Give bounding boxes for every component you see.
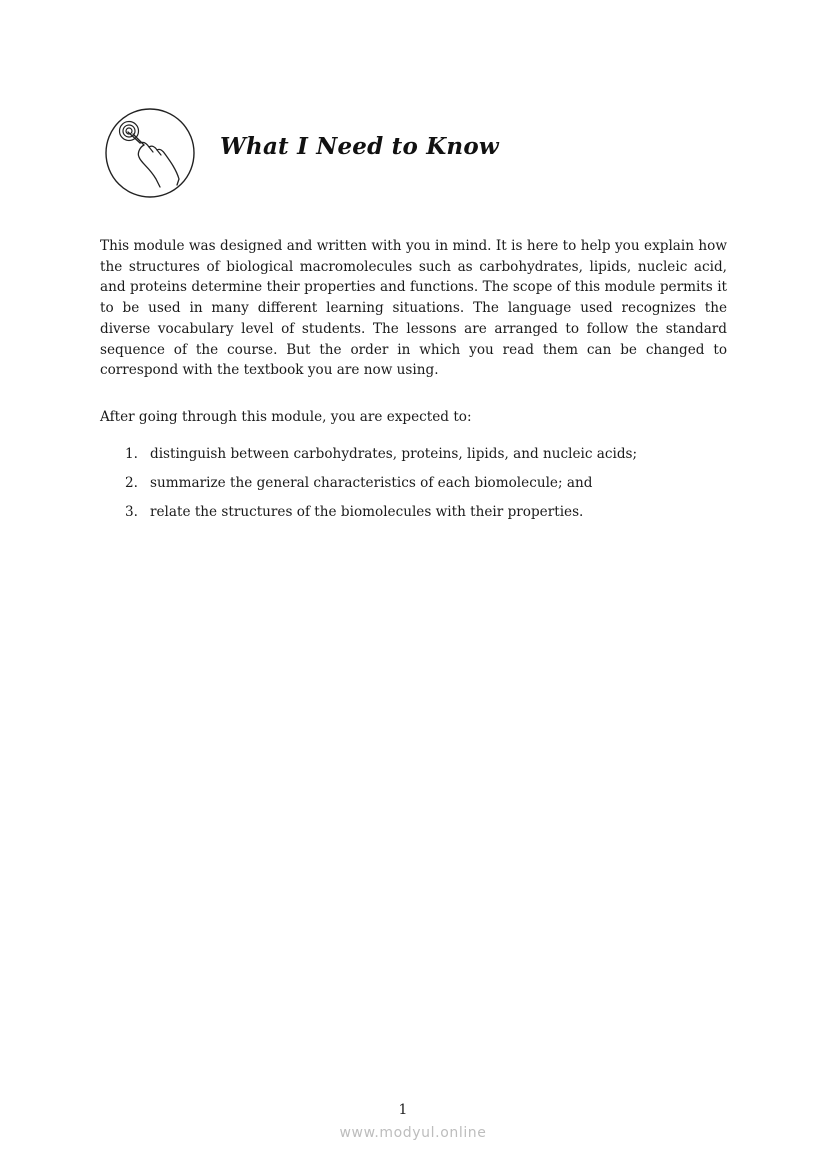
objectives-list [100,443,727,530]
list-item-number: 3. [125,504,138,520]
list-item [100,443,727,472]
list-item-number: 2. [125,475,138,491]
list-item-text: summarize the general characteristics of each biomolecule; and [150,475,593,491]
list-item [100,501,727,530]
objectives-lead: After going through this module, you are expected to: [100,409,472,425]
list-item [100,472,727,501]
list-item-number: 1. [125,446,138,462]
page-number: 1 [398,1102,408,1118]
hand-pointing-icon [104,107,196,199]
intro-paragraph: This module was designed and written with you in mind. It is here to help you explain how the structures of biological macromolecules such as carbohydrates, lipids, nucleic acid, and proteins determine their properties and functions. The scope of this module permits it to be used in many different learning situations. The language used recognizes the diverse vocabulary level of students. The lessons are arranged to follow the standard sequence of the course. But the order in which you read them can be changed to correspond with the textbook you are now using. [100,238,727,379]
section-title: What I Need to Know [220,133,499,160]
list-item-text: relate the structures of the biomolecules with their properties. [150,504,584,520]
watermark: www.modyul.online [339,1125,487,1141]
list-item-text: distinguish between carbohydrates, proteins, lipids, and nucleic acids; [150,446,638,462]
